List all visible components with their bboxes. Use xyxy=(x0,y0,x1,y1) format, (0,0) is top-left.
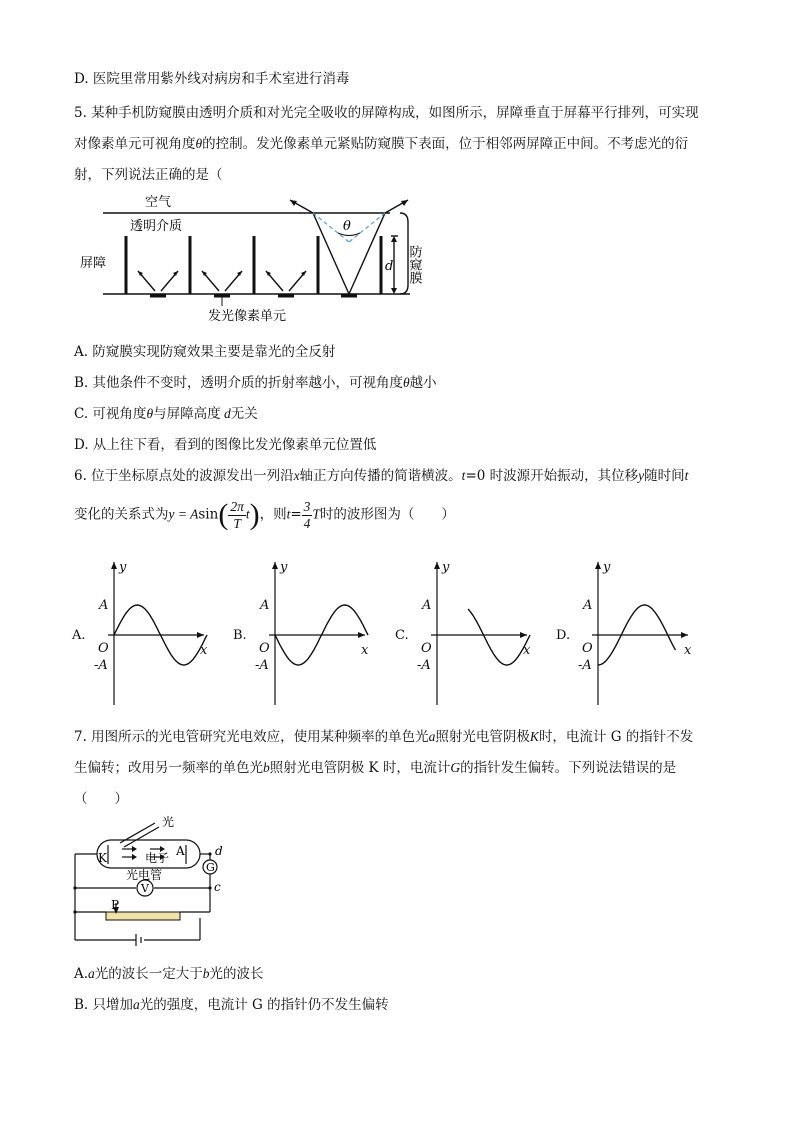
graph-a-label: A xyxy=(422,598,432,613)
graph-option-label: A. xyxy=(72,628,86,643)
q4-option-d: D. 医院里常用紫外线对病房和手术室进行消毒 xyxy=(74,71,350,87)
graph-a-label: A xyxy=(260,598,270,613)
q7-stem-line3: （ ） xyxy=(74,791,128,807)
q7-label-k: K xyxy=(98,851,107,865)
graph-option-label: B. xyxy=(233,628,247,643)
graph-neg-a-label: -A xyxy=(94,658,108,673)
q7-option-a: A.a光的波长一定大于b光的波长 xyxy=(74,966,264,982)
q5-stem-line2: 对像素单元可视角度θ的控制。发光像素单元紧贴防窥膜下表面，位于相邻两屏障正中间。不考虑光的衍 xyxy=(74,136,689,152)
q7-label-p: P xyxy=(111,898,120,912)
q5-option-d: D. 从上往下看，看到的图像比发光像素单元位置低 xyxy=(74,437,377,453)
graph-option-label: D. xyxy=(556,628,571,643)
q5-label-barrier: 屏障 xyxy=(80,256,107,271)
graph-origin-label: O xyxy=(582,641,593,656)
q7-label-v: V xyxy=(141,882,149,895)
graph-a-label: A xyxy=(99,598,109,613)
graph-origin-label: O xyxy=(421,641,432,656)
graph-a-label: A xyxy=(583,598,593,613)
q5-label-theta: θ xyxy=(343,219,351,234)
q7-stem-line2: 生偏转；改用另一频率的单色光b照射光电管阴极 K 时，电流计G的指针发生偏转。下列说法错误的是 xyxy=(74,760,677,776)
q7-label-g: G xyxy=(206,861,215,874)
q5-label-d: d xyxy=(385,259,394,274)
q7-label-a: A xyxy=(176,844,185,858)
graph-y-label: y xyxy=(442,560,450,575)
q7-label-electron: 电子 xyxy=(145,851,170,865)
graph-origin-label: O xyxy=(259,641,270,656)
q5-stem-line1: 5. 某种手机防窥膜由透明介质和对光完全吸收的屏障构成，如图所示，屏障垂直于屏幕平行排列，可实现 xyxy=(74,105,699,121)
q7-stem-line1: 7. 用图所示的光电管研究光电效应，使用某种频率的单色光a照射光电管阴极K时，电流计 G 的指针不发 xyxy=(74,729,694,745)
graph-y-label: y xyxy=(603,560,611,575)
graph-option-label: C. xyxy=(395,628,409,643)
graph-y-label: y xyxy=(119,560,127,575)
graph-neg-a-label: -A xyxy=(578,658,592,673)
q7-label-c: c xyxy=(214,880,221,894)
q5-option-a: A. 防窥膜实现防窥效果主要是靠光的全反射 xyxy=(74,344,336,360)
q7-label-light: 光 xyxy=(162,815,175,829)
graph-neg-a-label: -A xyxy=(417,658,431,673)
q6-stem-line1: 6. 位于坐标原点处的波源发出一列沿x轴正方向传播的简谐横波。t=0 时波源开始振动，其位移y随时间t xyxy=(74,468,689,484)
q5-label-medium: 透明介质 xyxy=(130,219,183,234)
q5-label-air: 空气 xyxy=(145,195,172,210)
graph-origin-label: O xyxy=(98,641,109,656)
graph-x-label: x xyxy=(361,643,369,658)
q5-option-c: C. 可视角度θ与屏障高度 d无关 xyxy=(74,406,258,422)
q7-label-tube: 光电管 xyxy=(126,868,163,882)
q5-option-b: B. 其他条件不变时，透明介质的折射率越小，可视角度θ越小 xyxy=(74,375,437,391)
q5-label-pixel: 发光像素单元 xyxy=(208,309,287,324)
graph-y-label: y xyxy=(280,560,288,575)
q7-option-b: B. 只增加a光的强度，电流计 G 的指针仍不发生偏转 xyxy=(74,997,389,1013)
graph-x-label: x xyxy=(523,643,531,658)
graph-x-label: x xyxy=(684,643,692,658)
graph-neg-a-label: -A xyxy=(255,658,269,673)
q6-stem-line2: 变化的关系式为y = Asin( $\frac{2\pi}{T}$ t)，则t= $\frac{3}{4}$ T时的波形图为（ ） xyxy=(74,498,455,531)
q7-label-d: d xyxy=(215,844,223,858)
q5-label-film: 防窥膜 xyxy=(406,245,422,284)
q5-stem-line3: 射，下列说法正确的是（ xyxy=(74,167,223,183)
graph-x-label: x xyxy=(200,643,208,658)
